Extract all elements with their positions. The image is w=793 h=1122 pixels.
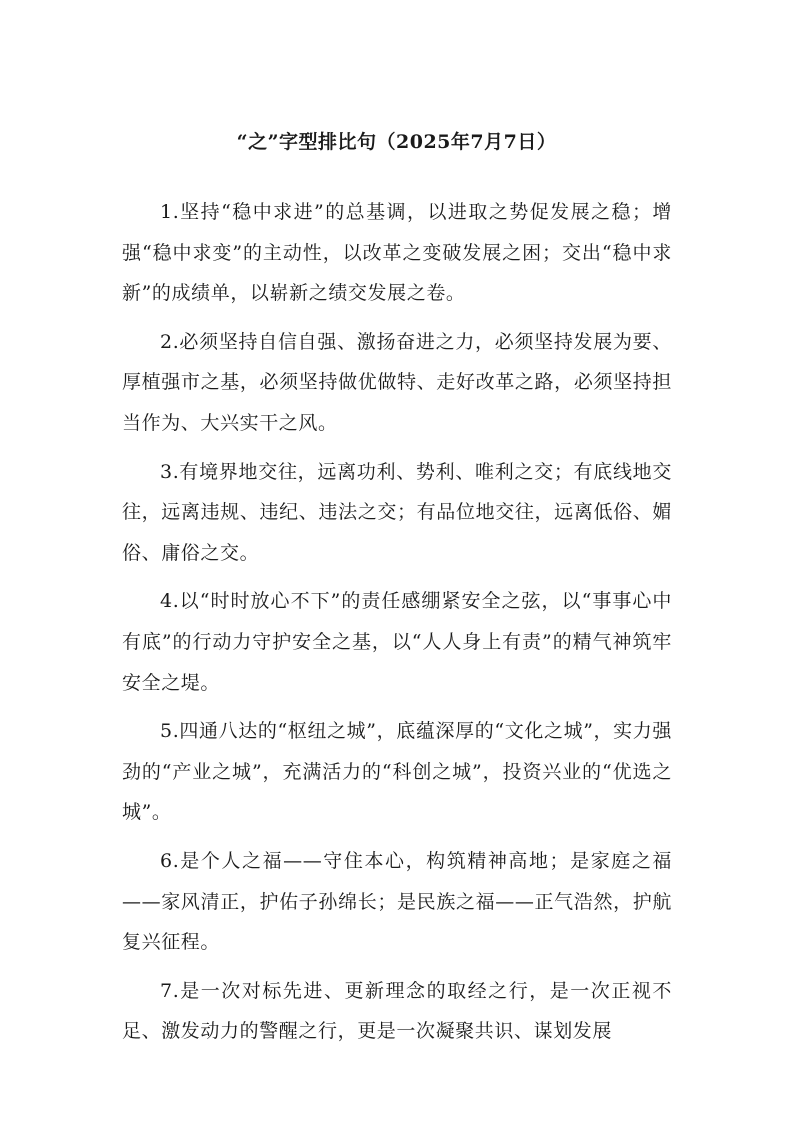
paragraph-7: 7.是一次对标先进、更新理念的取经之行，是一次正视不足、激发动力的警醒之行，更是一次凝聚共识、谋划发展 xyxy=(122,979,672,1043)
paragraph-4: 4.以“时时放心不下”的责任感绷紧安全之弦，以“事事心中有底”的行动力守护安全之基，以“人人身上有责”的精气神筑牢安全之堤。 xyxy=(122,590,672,694)
paragraph-3: 3.有境界地交往，远离功利、势利、唯利之交；有底线地交往，远离违规、违纪、违法之交；有品位地交往，远离低俗、媚俗、庸俗之交。 xyxy=(122,460,672,564)
paragraph-6: 6.是个人之福——守住本心，构筑精神高地；是家庭之福——家风清正，护佑子孙绵长；是民族之福——正气浩然，护航复兴征程。 xyxy=(122,849,672,954)
document-body xyxy=(122,192,672,1060)
paragraph-1: 1.坚持“稳中求进”的总基调，以进取之势促发展之稳；增强“稳中求变”的主动性，以改革之变破发展之困；交出“稳中求新”的成绩单，以崭新之绩交发展之卷。 xyxy=(122,201,672,305)
paragraph-5: 5.四通八达的“枢纽之城”，底蕴深厚的“文化之城”，实力强劲的“产业之城”，充满活力的“科创之城”，投资兴业的“优选之城”。 xyxy=(122,720,672,824)
paragraph-2: 2.必须坚持自信自强、激扬奋进之力，必须坚持发展为要、厚植强市之基，必须坚持做优做特、走好改革之路，必须坚持担当作为、大兴实干之风。 xyxy=(122,330,672,434)
document-title: “之”字型排比句（2025年7月7日） xyxy=(236,131,557,153)
